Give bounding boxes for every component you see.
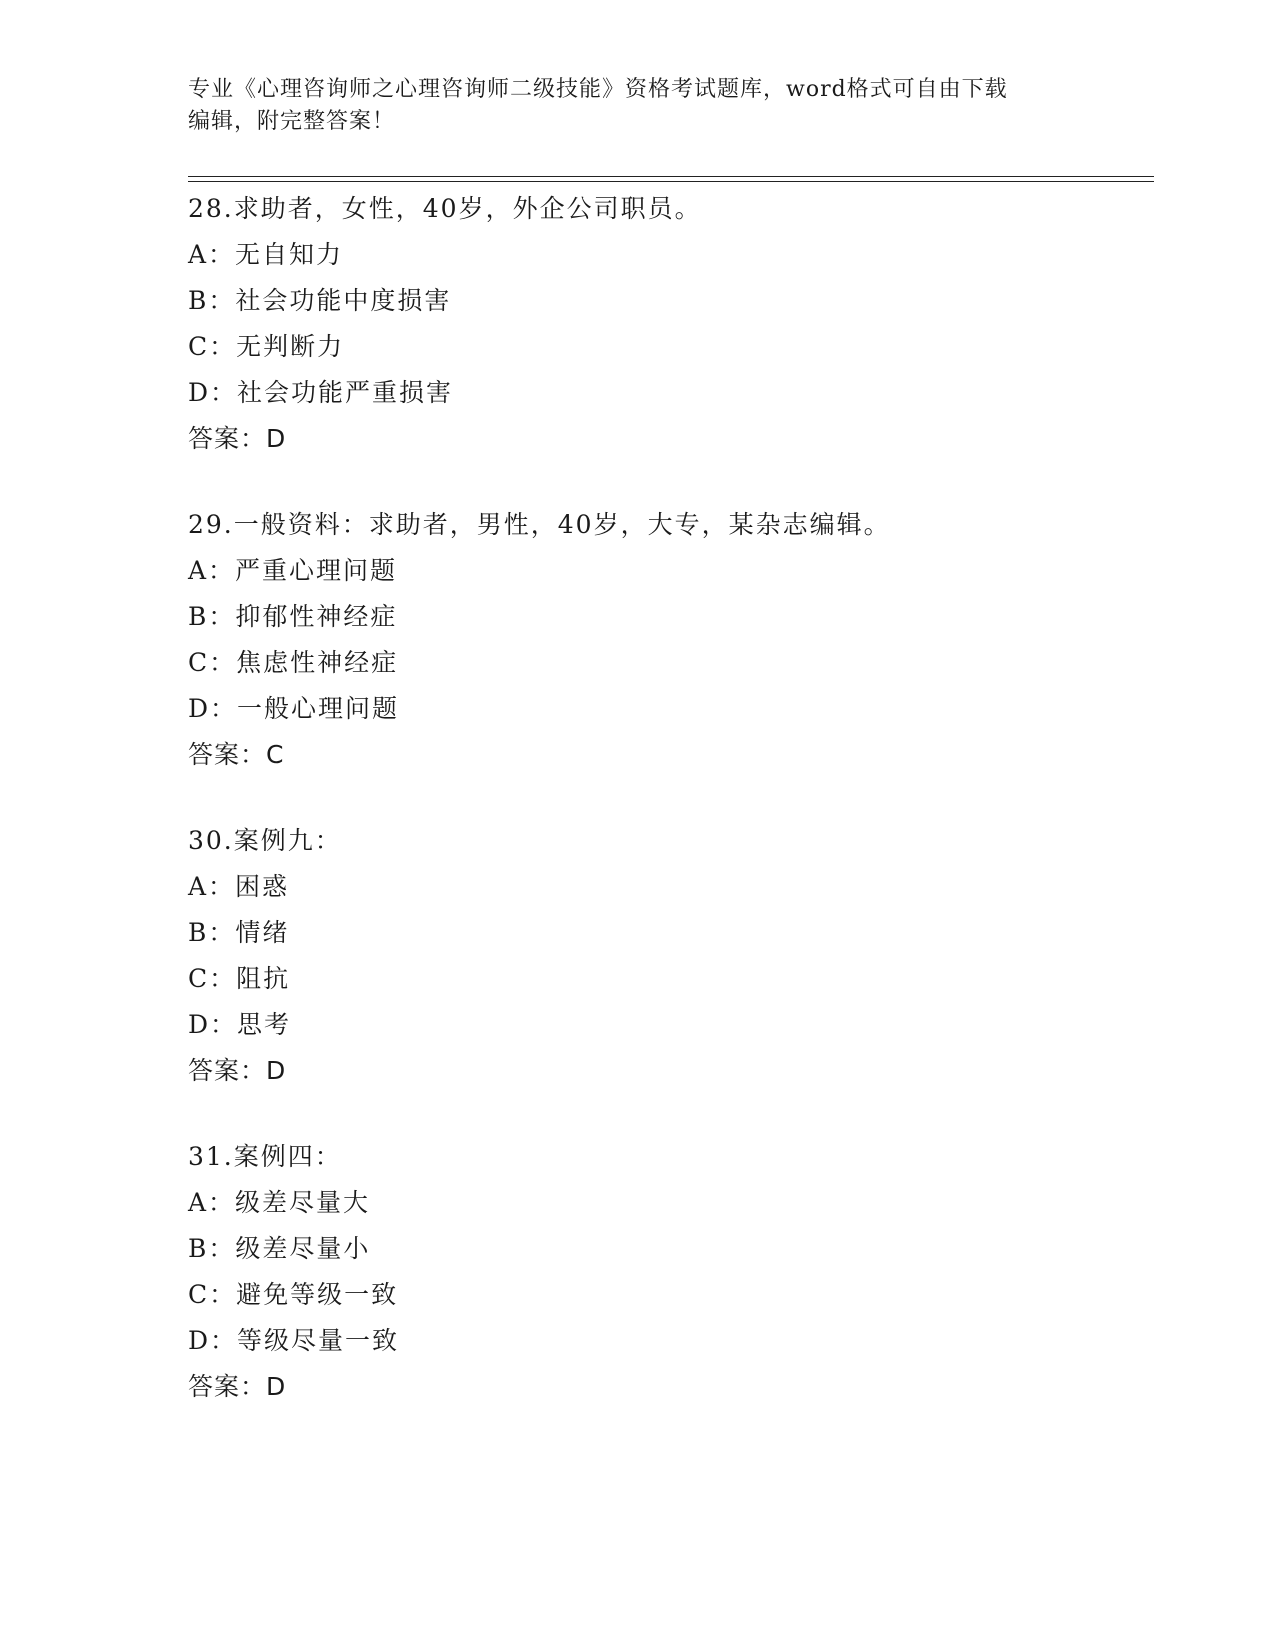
option-c: C：阻抗	[188, 964, 291, 993]
answer-label: 答案：C	[188, 740, 285, 769]
option-a: A：困惑	[188, 872, 290, 901]
option-b: B：情绪	[188, 918, 290, 947]
question-stem: 29.一般资料：求助者，男性，40岁，大专，某杂志编辑。	[188, 510, 891, 539]
answer-label: 答案：D	[188, 1056, 287, 1085]
option-a: A：级差尽量大	[188, 1188, 371, 1217]
question-stem: 31.案例四：	[188, 1142, 342, 1171]
option-d: D：思考	[188, 1010, 292, 1039]
option-a: A：严重心理问题	[188, 556, 398, 585]
header-divider-top	[188, 176, 1154, 177]
option-d: D：一般心理问题	[188, 694, 400, 723]
option-b: B：级差尽量小	[188, 1234, 371, 1263]
option-b: B：社会功能中度损害	[188, 286, 452, 315]
question-29	[188, 502, 1148, 778]
question-28	[188, 186, 1148, 462]
answer-label: 答案：D	[188, 424, 287, 453]
answer-label: 答案：D	[188, 1372, 287, 1401]
header-line-2: 编辑，附完整答案！	[188, 109, 396, 134]
question-30	[188, 818, 1148, 1094]
option-c: C：无判断力	[188, 332, 345, 361]
option-d: D：社会功能严重损害	[188, 378, 454, 407]
option-a: A：无自知力	[188, 240, 344, 269]
option-c: C：避免等级一致	[188, 1280, 399, 1309]
option-d: D：等级尽量一致	[188, 1326, 400, 1355]
option-b: B：抑郁性神经症	[188, 602, 398, 631]
document-header	[188, 74, 1068, 138]
question-stem: 30.案例九：	[188, 826, 342, 855]
option-c: C：焦虑性神经症	[188, 648, 399, 677]
header-line-1: 专业《心理咨询师之心理咨询师二级技能》资格考试题库，word格式可自由下载	[188, 77, 1008, 102]
question-31	[188, 1134, 1148, 1410]
question-stem: 28.求助者，女性，40岁，外企公司职员。	[188, 194, 702, 223]
header-divider-bottom	[188, 181, 1154, 182]
